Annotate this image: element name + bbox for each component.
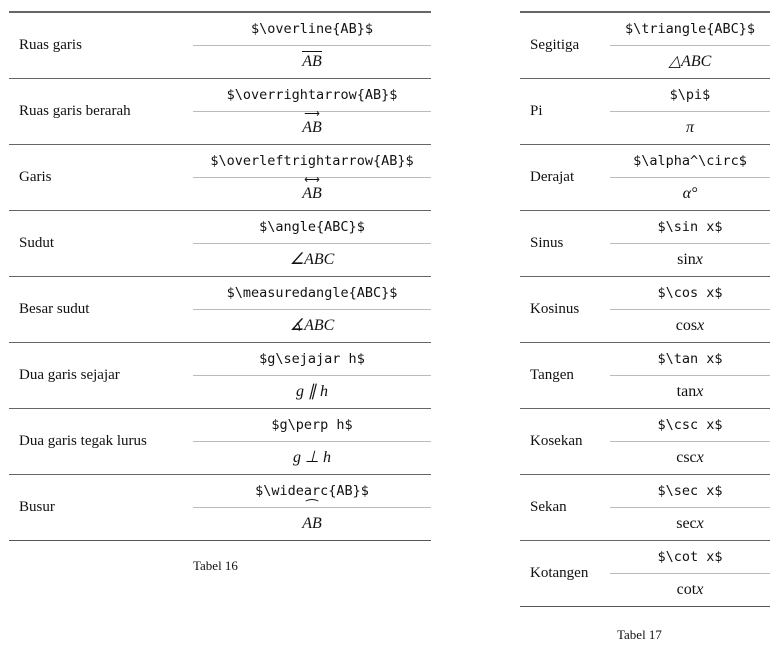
- table-row: [9, 409, 431, 475]
- rendered-output: [193, 376, 431, 408]
- table-row: [520, 475, 770, 541]
- row-label: Segitiga: [530, 37, 580, 53]
- rendered-output: [193, 508, 431, 540]
- latex-code: $g\perp h$: [271, 417, 353, 433]
- table-17: [520, 11, 770, 607]
- latex-code: $\csc x$: [657, 417, 723, 433]
- table-row: [9, 277, 431, 343]
- row-label: Sinus: [530, 235, 564, 251]
- table-row: [520, 13, 770, 79]
- rendered-math: ⟷ AB: [302, 185, 322, 203]
- row-label: Tangen: [530, 367, 574, 383]
- variable: x: [696, 449, 704, 466]
- variable: x: [696, 515, 704, 532]
- table-row: [9, 211, 431, 277]
- rendered-output: [610, 178, 770, 210]
- latex-code: $\sec x$: [657, 483, 723, 499]
- latex-code: $\tan x$: [657, 351, 723, 367]
- row-label: Pi: [530, 103, 543, 119]
- table-row: [520, 343, 770, 409]
- row-label: Kosekan: [530, 433, 583, 449]
- latex-code: $\cos x$: [657, 285, 723, 301]
- table-row: [520, 79, 770, 145]
- row-label: Kotangen: [530, 565, 589, 581]
- rendered-output: [610, 442, 770, 474]
- table-row: [520, 277, 770, 343]
- function-name: csc: [676, 449, 697, 466]
- rendered-output: [193, 244, 431, 276]
- rendered-math: α°: [682, 185, 698, 202]
- table-row: [9, 145, 431, 211]
- row-label: Dua garis sejajar: [19, 367, 120, 383]
- variable: x: [697, 317, 705, 334]
- rendered-math: AB: [302, 53, 322, 70]
- latex-code: $\overline{AB}$: [251, 21, 373, 37]
- rendered-math: ∡ABC: [289, 317, 335, 334]
- latex-code: $\triangle{ABC}$: [624, 21, 756, 37]
- latex-code: $\cot x$: [657, 549, 723, 565]
- row-label: Garis: [19, 169, 52, 185]
- rendered-output: [610, 244, 770, 276]
- table-row: [520, 145, 770, 211]
- function-name: sec: [676, 515, 697, 532]
- row-label: Ruas garis berarah: [19, 103, 131, 119]
- rendered-math: g ∥ h: [296, 383, 328, 400]
- rendered-output: [610, 376, 770, 408]
- function-name: tan: [676, 383, 697, 400]
- rendered-math: △ABC: [668, 53, 712, 70]
- rendered-math: ⁀ AB: [302, 515, 322, 533]
- variable: x: [695, 251, 703, 268]
- table-row: [520, 211, 770, 277]
- latex-code: $g\sejajar h$: [259, 351, 365, 367]
- row-label: Ruas garis: [19, 37, 82, 53]
- variable: x: [696, 581, 704, 598]
- rendered-output: [610, 112, 770, 144]
- latex-code: $\overleftrightarrow{AB}$: [210, 153, 414, 169]
- table-17-caption: Tabel 17: [617, 627, 662, 642]
- rendered-output: [193, 310, 431, 342]
- rendered-math: g ⊥ h: [293, 449, 331, 466]
- latex-code: $\pi$: [669, 87, 711, 103]
- table-16-caption: Tabel 16: [193, 558, 238, 573]
- rendered-output: [610, 574, 770, 606]
- latex-code: $\angle{ABC}$: [259, 219, 365, 235]
- latex-code: $\overrightarrow{AB}$: [226, 87, 398, 103]
- row-label: Busur: [19, 499, 55, 515]
- table-row: [520, 409, 770, 475]
- row-label: Besar sudut: [19, 301, 90, 317]
- row-label: Sekan: [530, 499, 567, 515]
- rendered-output: [193, 178, 431, 210]
- rendered-output: [610, 310, 770, 342]
- rendered-math: ⟶ AB: [302, 119, 322, 137]
- table-row: [9, 13, 431, 79]
- rendered-output: [610, 46, 770, 78]
- latex-code: $\measuredangle{ABC}$: [226, 285, 398, 301]
- function-name: cot: [676, 581, 697, 598]
- table-row: [9, 343, 431, 409]
- row-label: Dua garis tegak lurus: [19, 433, 147, 449]
- rendered-math: ∠ABC: [289, 251, 335, 268]
- table-row: [9, 79, 431, 145]
- rendered-output: [193, 112, 431, 144]
- rendered-output: [610, 508, 770, 540]
- table-row: [520, 541, 770, 607]
- rendered-output: [193, 442, 431, 474]
- rendered-output: [193, 46, 431, 78]
- row-label: Sudut: [19, 235, 55, 251]
- rendered-math: π: [685, 119, 694, 136]
- table-16: [9, 11, 431, 541]
- latex-code: $\alpha^\circ$: [633, 153, 747, 169]
- function-name: cos: [675, 317, 698, 334]
- row-label: Kosinus: [530, 301, 580, 317]
- latex-code: $\widearc{AB}$: [255, 483, 369, 499]
- variable: x: [696, 383, 704, 400]
- table-row: [9, 475, 431, 541]
- row-label: Derajat: [530, 169, 575, 185]
- function-name: sin: [677, 251, 696, 268]
- latex-code: $\sin x$: [657, 219, 723, 235]
